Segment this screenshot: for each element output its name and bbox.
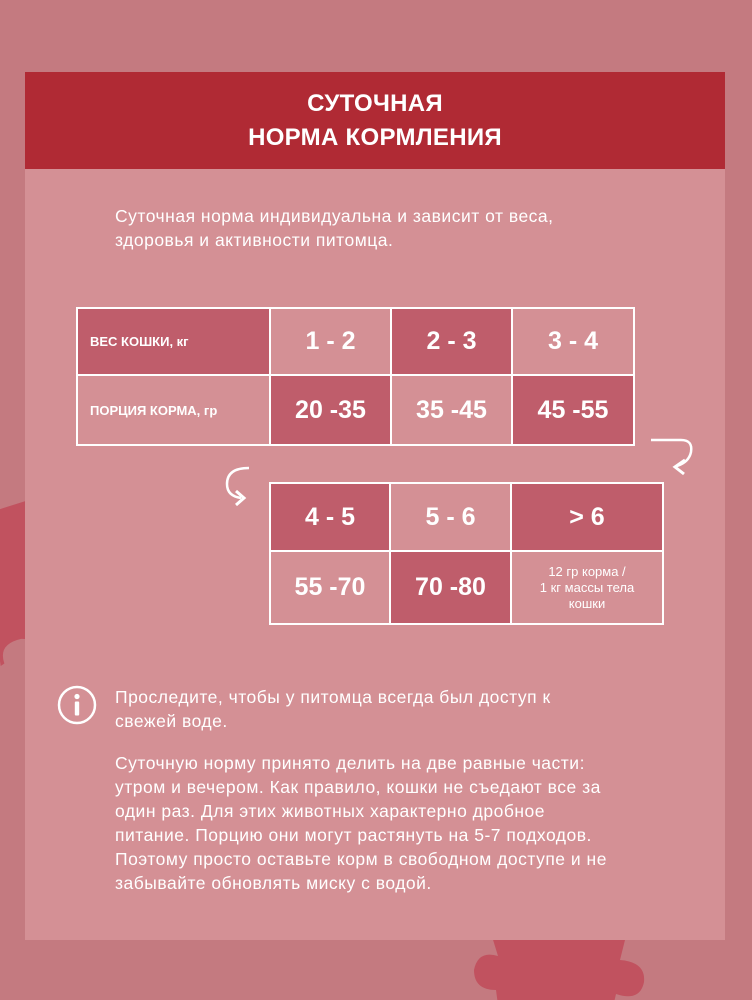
weight-cell: 5 - 6	[390, 483, 511, 551]
note-line3: кошки	[568, 595, 606, 611]
table-row	[270, 551, 663, 624]
feeding-card	[25, 72, 725, 940]
portion-cell: 45 -55	[512, 375, 634, 445]
portion-note-cell	[511, 551, 663, 624]
info-icon	[56, 684, 98, 726]
paragraph-line2: утром и вечером. Как правило, кошки не съедают все за	[115, 777, 601, 797]
paragraph-line3: один раз. Для этих животных характерно дробное	[115, 801, 546, 821]
paragraph-line5: Поэтому просто оставьте корм в свободном доступе и не	[115, 849, 607, 869]
intro-line1: Суточная норма индивидуальна и зависит от веса,	[115, 206, 554, 226]
curved-arrow-left-icon	[219, 464, 255, 510]
weight-cell: 3 - 4	[512, 308, 634, 375]
weight-cell: > 6	[511, 483, 663, 551]
table-row	[77, 375, 634, 445]
info-line2: свежей воде.	[115, 711, 228, 731]
weight-cell: 1 - 2	[270, 308, 391, 375]
note-line2: 1 кг массы тела	[539, 579, 635, 595]
feeding-table-1	[76, 307, 635, 446]
paragraph-line4: питание. Порцию они могут растянуть на 5-7 подходов.	[115, 825, 592, 845]
card-header	[25, 72, 725, 169]
weight-cell: 2 - 3	[391, 308, 512, 375]
portion-cell: 35 -45	[391, 375, 512, 445]
header-title-line1: СУТОЧНАЯ	[307, 89, 443, 117]
weight-label-cell: ВЕС КОШКИ, кг	[77, 308, 270, 375]
intro-text	[115, 204, 675, 252]
table-row	[270, 483, 663, 551]
portion-cell: 70 -80	[390, 551, 511, 624]
note-line1: 12 гр корма /	[548, 563, 626, 579]
portion-cell: 55 -70	[270, 551, 390, 624]
feeding-paragraph	[115, 751, 695, 895]
paragraph-line1: Суточную норму принято делить на две равные части:	[115, 753, 585, 773]
portion-cell: 20 -35	[270, 375, 391, 445]
intro-line2: здоровья и активности питомца.	[115, 230, 394, 250]
paragraph-line6: забывайте обновлять миску с водой.	[115, 873, 432, 893]
curved-arrow-right-icon	[647, 434, 697, 476]
weight-cell: 4 - 5	[270, 483, 390, 551]
portion-label-cell: ПОРЦИЯ КОРМА, гр	[77, 375, 270, 445]
info-line1: Проследите, чтобы у питомца всегда был доступ к	[115, 687, 551, 707]
header-title-line2: НОРМА КОРМЛЕНИЯ	[248, 123, 502, 151]
feeding-table-2	[269, 482, 664, 625]
info-text	[115, 685, 685, 733]
table-row	[77, 308, 634, 375]
